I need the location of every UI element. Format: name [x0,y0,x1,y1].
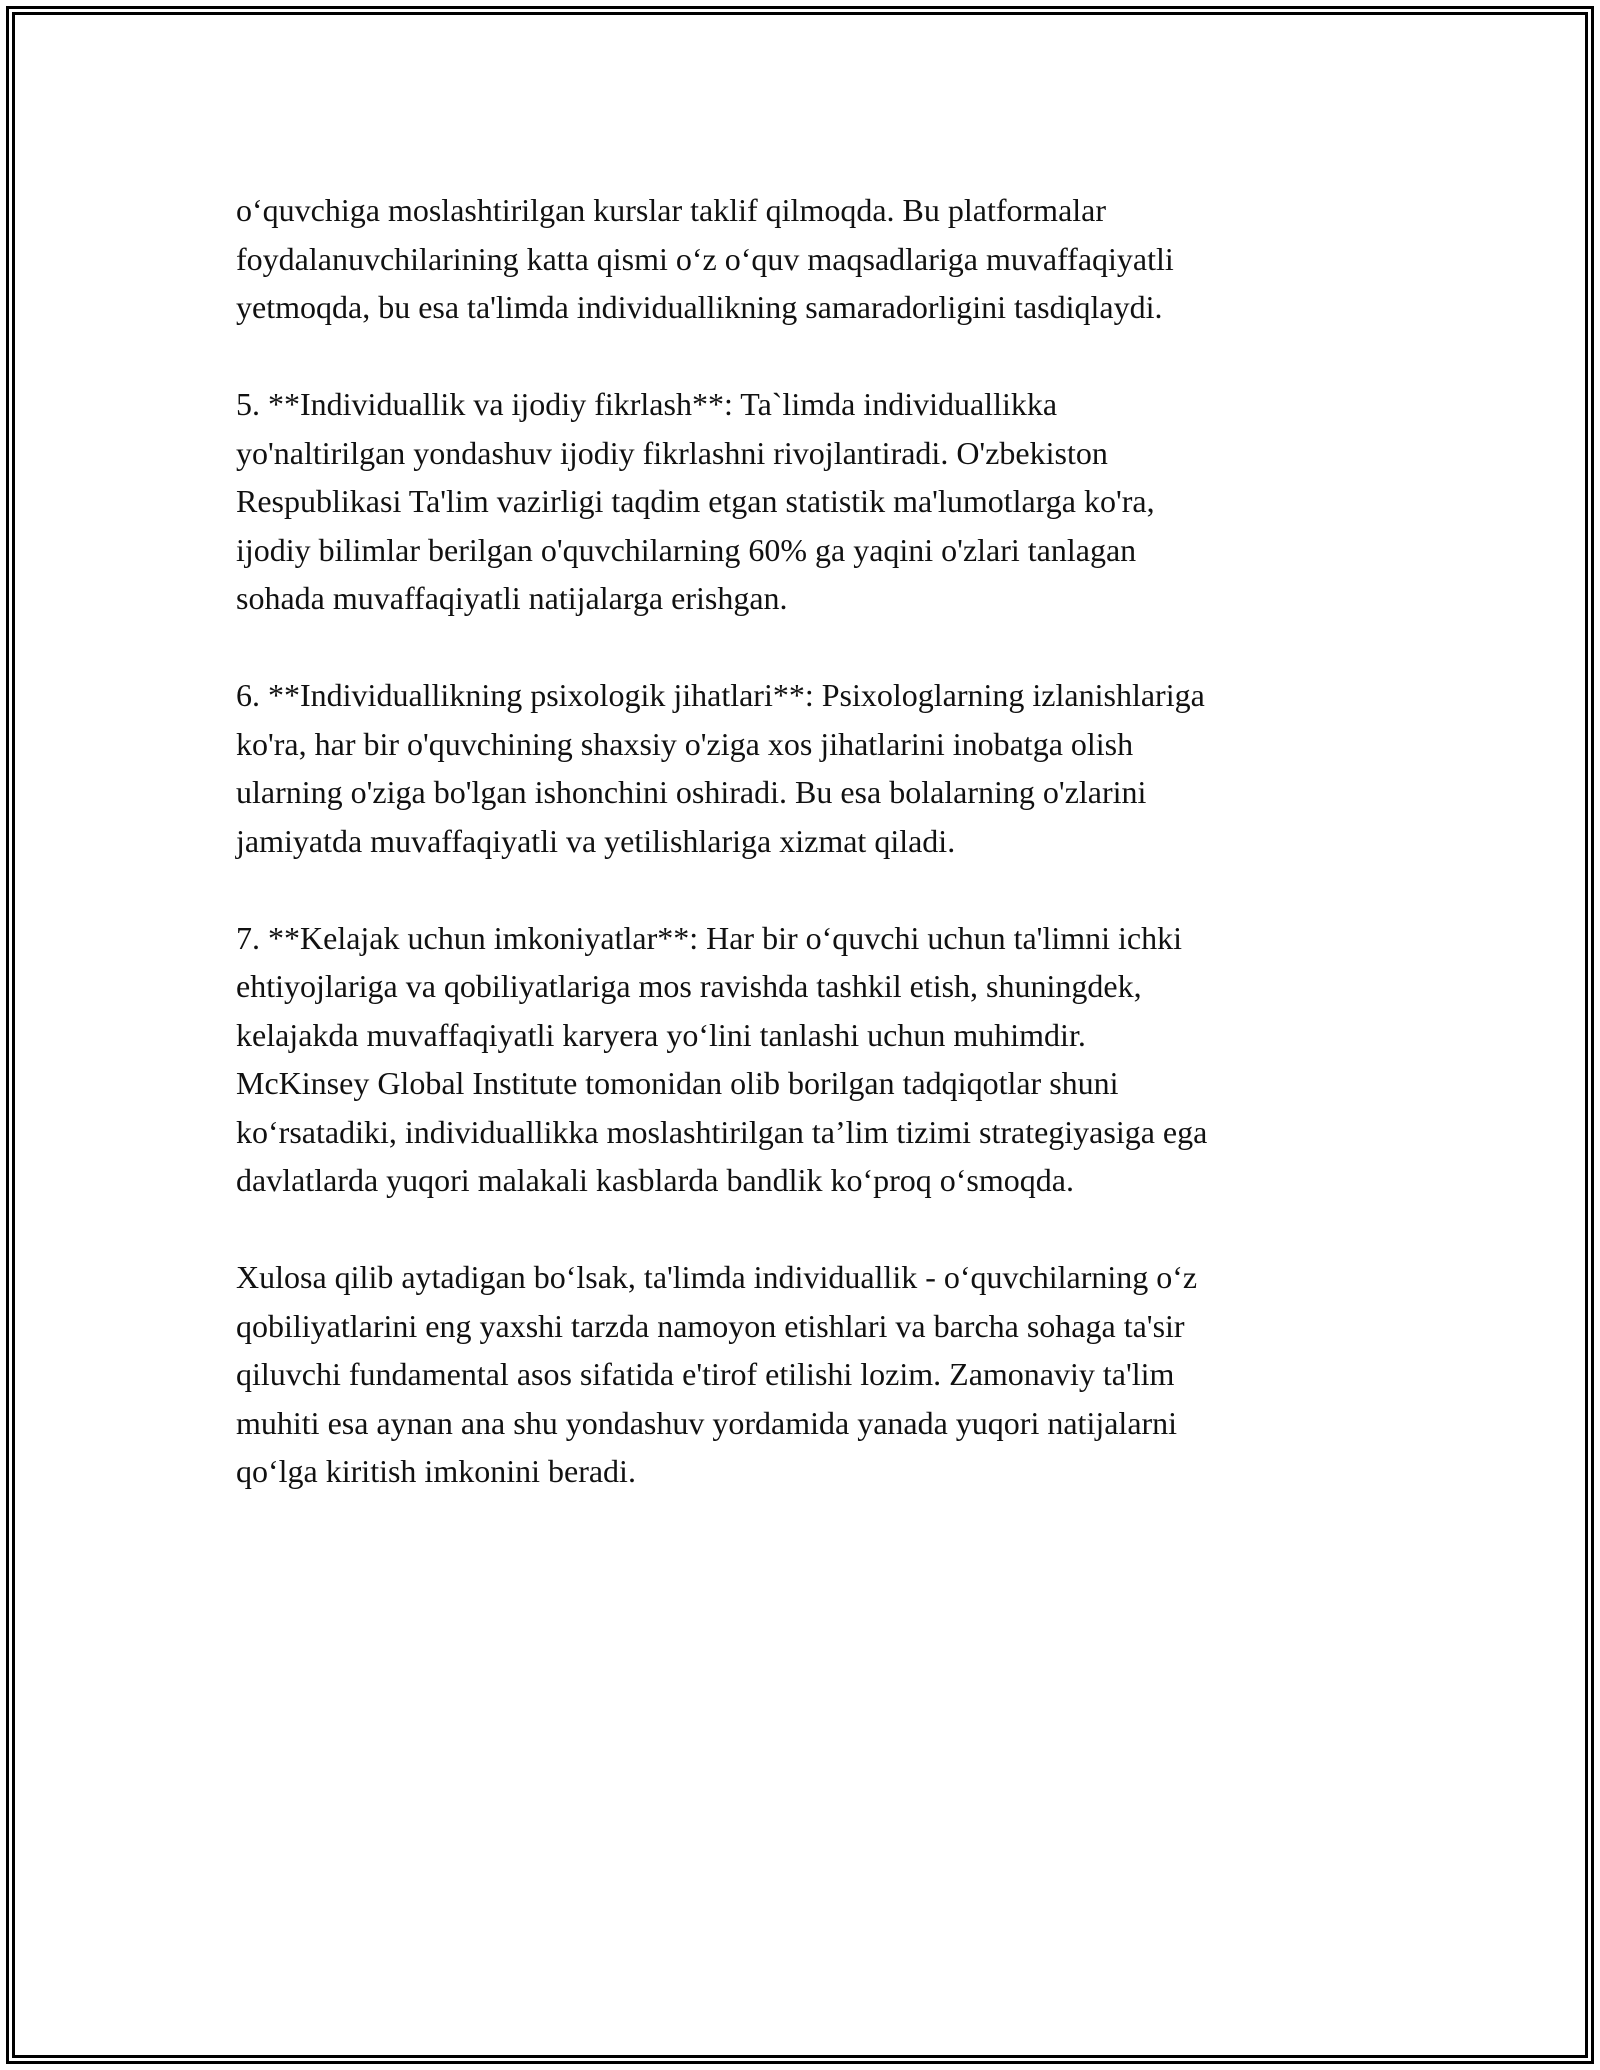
text-line: McKinsey Global Institute tomonidan olib borilgan tadqiqotlar shuni [236,1065,1119,1101]
paragraph-item-7 [236,914,1366,1205]
text-line: qobiliyatlarini eng yaxshi tarzda namoyon etishlari va barcha sohaga ta'sir [236,1307,1185,1344]
text-line: o‘quvchiga moslashtirilgan kurslar taklif qilmoqda. Bu platformalar [236,192,1107,228]
text-line: yo'naltirilgan yondashuv ijodiy fikrlashni rivojlantiradi. O'zbekiston [236,434,1108,471]
paragraph-item-6 [236,671,1366,865]
text-line: 7. **Kelajak uchun imkoniyatlar**: Har bir o‘quvchi uchun ta'limni ichki [236,919,1182,956]
text-line: ko'ra, har bir o'quvchining shaxsiy o'ziga xos jihatlarini inobatga olish [236,725,1134,762]
text-line: 6. **Individuallikning psixologik jihatlari**: Psixologlarning izlanishlariga [236,677,1205,713]
text-line: ularning o'ziga bo'lgan ishonchini oshiradi. Bu esa bolalarning o'zlarini [236,774,1147,810]
paragraph-intro-continuation [236,186,1366,332]
text-line: ehtiyojlariga va qobiliyatlariga mos ravishda tashkil etish, shuningdek, [236,968,1142,1004]
text-line: Respublikasi Ta'lim vazirligi taqdim etgan statistik ma'lumotlarga ko'ra, [236,483,1155,519]
paragraph-item-5 [236,380,1366,623]
text-line: Xulosa qilib aytadigan bo‘lsak, ta'limda individuallik - o‘quvchilarning o‘z [236,1259,1198,1295]
text-line: sohada muvaffaqiyatli natijalarga erishgan. [236,580,788,616]
text-line: davlatlarda yuqori malakali kasblarda bandlik ko‘proq o‘smoqda. [236,1162,1074,1198]
document-body [236,186,1366,1544]
text-line: ko‘rsatadiki, individuallikka moslashtirilgan ta’lim tizimi strategiyasiga ega [236,1113,1208,1150]
text-line: yetmoqda, bu esa ta'limda individuallikning samaradorligini tasdiqlaydi. [236,289,1163,325]
text-line: qiluvchi fundamental asos sifatida e'tirof etilishi lozim. Zamonaviy ta'lim [236,1356,1175,1392]
text-line: 5. **Individuallik va ijodiy fikrlash**: Ta`limda individuallikka [236,386,1058,422]
text-line: jamiyatda muvaffaqiyatli va yetilishlariga xizmat qiladi. [236,822,956,859]
text-line: foydalanuvchilarining katta qismi o‘z o‘quv maqsadlariga muvaffaqiyatli [236,240,1174,277]
text-line: kelajakda muvaffaqiyatli karyera yo‘lini tanlashi uchun muhimdir. [236,1016,1086,1053]
text-line: muhiti esa aynan ana shu yondashuv yordamida yanada yuqori natijalarni [236,1404,1178,1441]
text-line: ijodiy bilimlar berilgan o'quvchilarning 60% ga yaqini o'zlari tanlagan [236,531,1137,568]
text-line: qo‘lga kiritish imkonini beradi. [236,1453,636,1489]
paragraph-conclusion [236,1253,1366,1496]
